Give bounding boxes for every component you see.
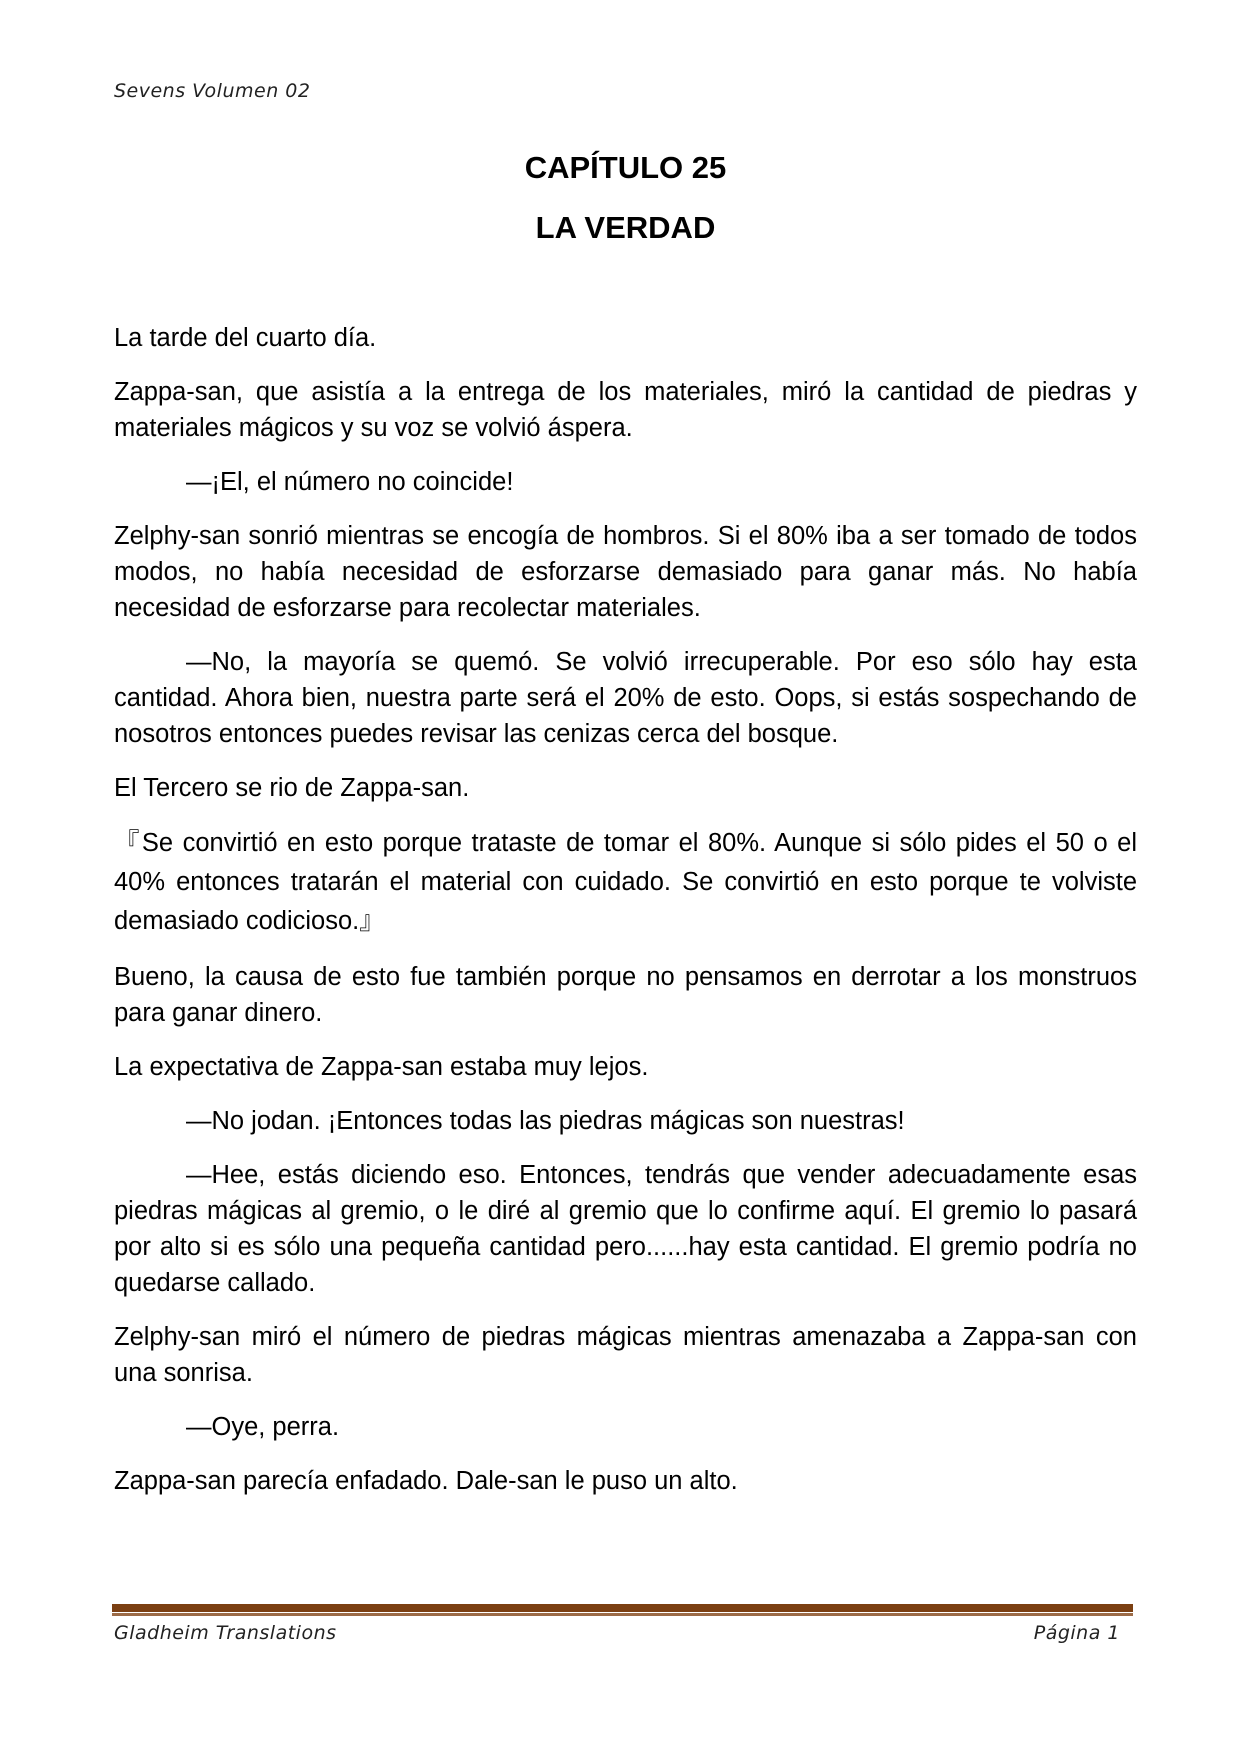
footer-rule	[112, 1604, 1133, 1612]
chapter-title: LA VERDAD	[535, 210, 716, 245]
paragraph: La expectativa de Zappa-san estaba muy lejos.	[114, 1053, 649, 1081]
dialogue-paragraph: —No, la mayoría se quemó. Se volvió irrecuperable. Por eso sólo hay esta cantidad. Ahora bien, nuestra parte será el 20% de esto. Oops, si estás sospechando de nosotros entonces puedes revisar las cenizas cerca del bosque.	[114, 648, 1137, 748]
chapter-body	[114, 320, 1137, 1517]
footer-rule-thin	[112, 1613, 1133, 1616]
running-header: Sevens Volumen 02	[114, 80, 311, 102]
paragraph: El Tercero se rio de Zappa-san.	[114, 774, 470, 802]
dialogue-paragraph: —Hee, estás diciendo eso. Entonces, tendrás que vender adecuadamente esas piedras mágicas al gremio, o le diré al gremio que lo confirme aquí. El gremio lo pasará por alto si es sólo una pequeña cantidad pero......hay esta cantidad. El gremio podría no quedarse callado.	[114, 1161, 1137, 1297]
dialogue-paragraph: —Oye, perra.	[186, 1413, 340, 1441]
dialogue-paragraph: —No jodan. ¡Entonces todas las piedras mágicas son nuestras!	[186, 1107, 905, 1135]
page-number: Página 1	[1033, 1622, 1120, 1644]
dialogue-paragraph: —¡El, el número no coincide!	[186, 468, 514, 496]
paragraph: Zappa-san, que asistía a la entrega de los materiales, miró la cantidad de piedras y materiales mágicos y su voz se volvió áspera.	[114, 378, 1137, 442]
paragraph: Zappa-san parecía enfadado. Dale-san le puso un alto.	[114, 1467, 738, 1495]
paragraph: Zelphy-san sonrió mientras se encogía de hombros. Si el 80% iba a ser tomado de todos modos, no había necesidad de esforzarse demasiado para ganar más. No había necesidad de esforzarse para recolectar materiales.	[114, 522, 1137, 622]
telepathy-paragraph: 『Se convirtió en esto porque trataste de tomar el 80%. Aunque si sólo pides el 50 o el 40% entonces tratarán el material con cuidado. Se convirtió en esto porque te volviste demasiado codicioso.』	[114, 829, 1137, 935]
paragraph: Zelphy-san miró el número de piedras mágicas mientras amenazaba a Zappa-san con una sonrisa.	[114, 1323, 1137, 1387]
paragraph: Bueno, la causa de esto fue también porque no pensamos en derrotar a los monstruos para ganar dinero.	[114, 963, 1137, 1027]
footer-publisher: Gladheim Translations	[114, 1622, 337, 1644]
chapter-number: CAPÍTULO 25	[524, 150, 727, 185]
paragraph: La tarde del cuarto día.	[114, 324, 377, 352]
